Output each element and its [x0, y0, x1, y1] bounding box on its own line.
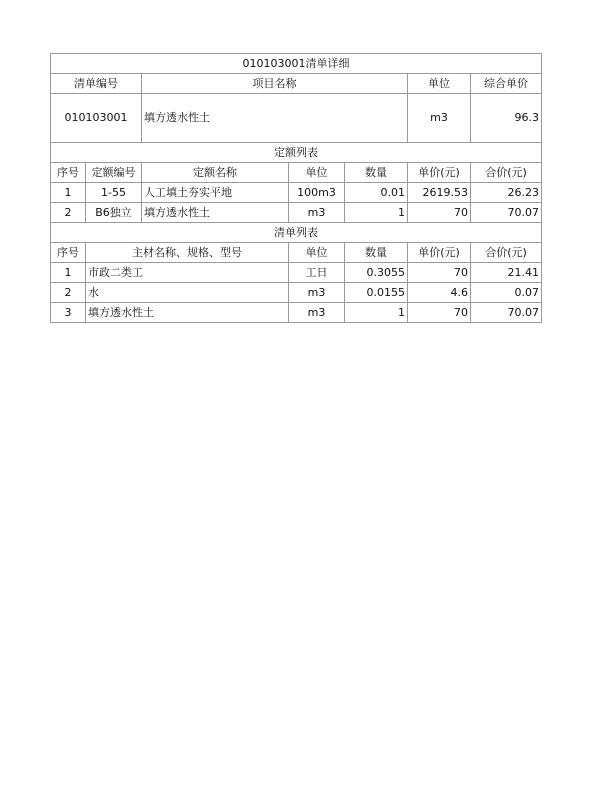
quota-header-name: 定额名称: [142, 163, 289, 183]
quota-quantity: 0.01: [345, 183, 408, 203]
material-header-name: 主材名称、规格、型号: [86, 243, 289, 263]
quota-total: 26.23: [471, 183, 542, 203]
table-row: [51, 303, 542, 323]
quota-name: 填方透水性土: [142, 203, 289, 223]
material-header-unit-price: 单价(元): [408, 243, 471, 263]
material-header-quantity: 数量: [345, 243, 408, 263]
header-unit-price: 综合单价: [471, 74, 542, 94]
material-index: 3: [51, 303, 86, 323]
bill-item-name: 填方透水性土: [142, 94, 408, 143]
quota-header-unit-price: 单价(元): [408, 163, 471, 183]
bill-detail-table: [50, 53, 542, 323]
table-row: [51, 263, 542, 283]
material-total: 0.07: [471, 283, 542, 303]
material-section-title: 清单列表: [51, 223, 542, 243]
material-unit: m3: [289, 303, 345, 323]
material-name: 水: [86, 283, 289, 303]
material-name: 填方透水性土: [86, 303, 289, 323]
material-section-title-row: [51, 223, 542, 243]
bill-unit-price: 96.3: [471, 94, 542, 143]
material-unit-price: 70: [408, 303, 471, 323]
quota-index: 2: [51, 203, 86, 223]
quota-unit-price: 70: [408, 203, 471, 223]
quota-header-quantity: 数量: [345, 163, 408, 183]
quota-unit-price: 2619.53: [408, 183, 471, 203]
quota-header-index: 序号: [51, 163, 86, 183]
header-unit: 单位: [408, 74, 471, 94]
material-total: 70.07: [471, 303, 542, 323]
material-header-unit: 单位: [289, 243, 345, 263]
quota-name: 人工填土夯实平地: [142, 183, 289, 203]
material-quantity: 0.3055: [345, 263, 408, 283]
quota-unit: m3: [289, 203, 345, 223]
material-name: 市政二类工: [86, 263, 289, 283]
material-unit: 工日: [289, 263, 345, 283]
table-row: [51, 283, 542, 303]
material-unit-price: 4.6: [408, 283, 471, 303]
sheet-title: 010103001清单详细: [51, 54, 542, 74]
quota-header-unit: 单位: [289, 163, 345, 183]
table-row: [51, 203, 542, 223]
quota-header-code: 定额编号: [86, 163, 142, 183]
quota-index: 1: [51, 183, 86, 203]
title-row: [51, 54, 542, 74]
bill-header-row: [51, 74, 542, 94]
material-index: 2: [51, 283, 86, 303]
material-total: 21.41: [471, 263, 542, 283]
material-header-row: [51, 243, 542, 263]
quota-header-row: [51, 163, 542, 183]
material-header-index: 序号: [51, 243, 86, 263]
table-row: [51, 183, 542, 203]
quota-quantity: 1: [345, 203, 408, 223]
quota-section-title-row: [51, 143, 542, 163]
quota-code: 1-55: [86, 183, 142, 203]
quota-unit: 100m3: [289, 183, 345, 203]
bill-unit: m3: [408, 94, 471, 143]
quota-code: B6独立: [86, 203, 142, 223]
material-index: 1: [51, 263, 86, 283]
material-quantity: 0.0155: [345, 283, 408, 303]
header-bill-code: 清单编号: [51, 74, 142, 94]
material-header-total: 合价(元): [471, 243, 542, 263]
material-unit-price: 70: [408, 263, 471, 283]
quota-header-total: 合价(元): [471, 163, 542, 183]
material-quantity: 1: [345, 303, 408, 323]
bill-code: 010103001: [51, 94, 142, 143]
quota-total: 70.07: [471, 203, 542, 223]
material-unit: m3: [289, 283, 345, 303]
bill-row: [51, 94, 542, 143]
quota-section-title: 定额列表: [51, 143, 542, 163]
header-item-name: 项目名称: [142, 74, 408, 94]
